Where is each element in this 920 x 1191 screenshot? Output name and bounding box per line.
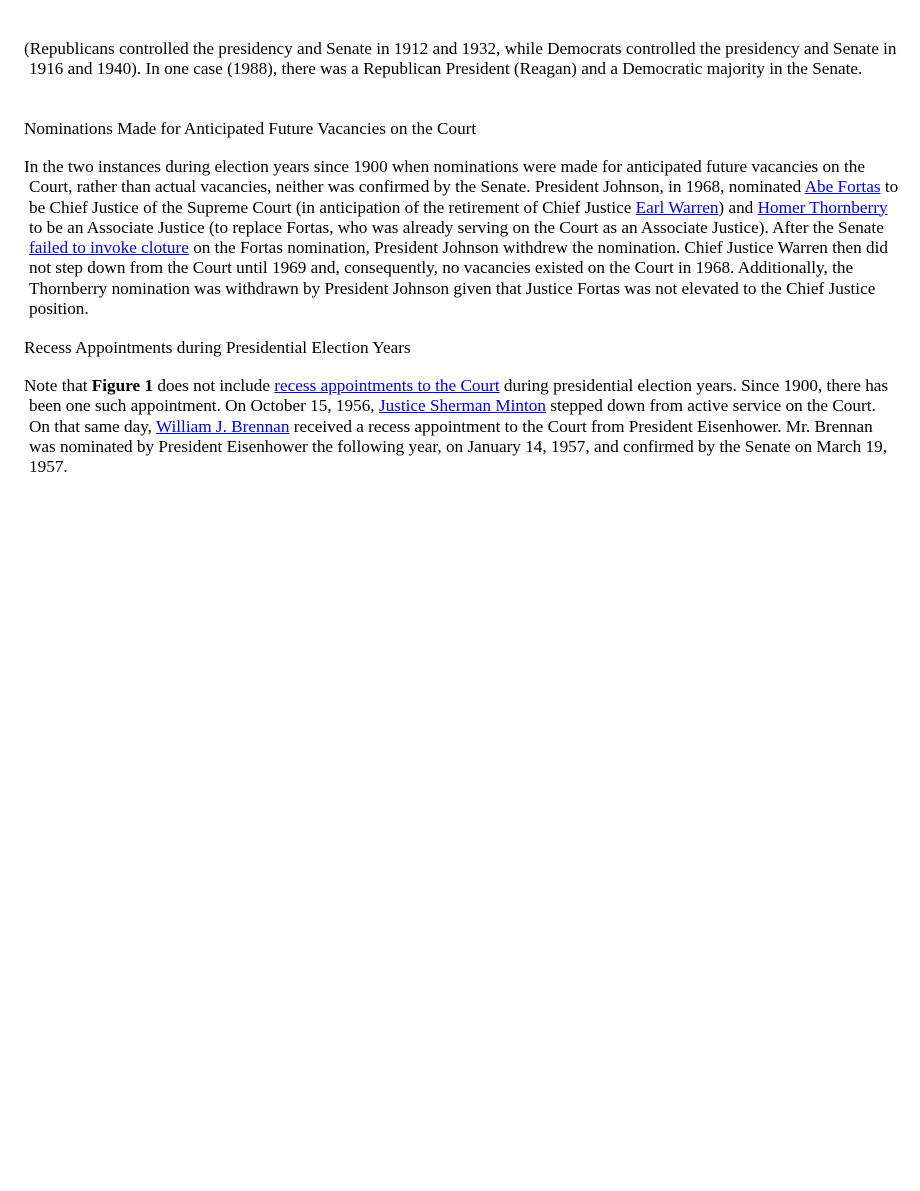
link-failed-to-invoke-cloture[interactable]: failed to invoke cloture xyxy=(29,238,189,258)
paragraph-anticipated-vacancies xyxy=(24,157,900,319)
paragraph-text: on the Fortas nomination, President Johnson withdrew the nomination. Chief Justice Warren then did not step down from the Court until 1969 and, consequently, no vacancies existed on the Court in 1968. Additionally, the Thornberry nomination was withdrawn by President Johnson given that Justice Fortas was not elevated to the Chief Justice position. xyxy=(29,238,888,319)
section-heading-anticipated-vacancies: Nominations Made for Anticipated Future Vacancies on the Court xyxy=(24,119,477,138)
link-recess-appointments[interactable]: recess appointments to the Court xyxy=(274,376,500,395)
link-william-j-brennan[interactable]: William J. Brennan xyxy=(155,416,290,436)
paragraph-party-control xyxy=(24,39,900,80)
section-heading-recess-appointments: Recess Appointments during Presidential Election Years xyxy=(24,338,411,357)
paragraph-text: In the two instances during election years since 1900 when nominations were made for anticipated future vacancies on the Court, rather than actual vacancies, neither was confirmed by the Senate. President Johnson, in 1968, nominated xyxy=(24,157,865,197)
link-justice-sherman-minton[interactable]: Justice Sherman Minton xyxy=(378,396,546,416)
link-abe-fortas[interactable]: Abe Fortas xyxy=(804,177,881,197)
paragraph-text: to be Chief Justice of the Supreme Court (in anticipation of the retirement of Chief Justice xyxy=(29,177,899,217)
figure-reference: Figure 1 xyxy=(91,376,154,395)
paragraph-text: to be an Associate Justice (to replace Fortas, who was already serving on the Court as an Associate Justice). After the Senate xyxy=(29,217,884,237)
paragraph-text: received a recess appointment to the Court from President Eisenhower. Mr. Brennan was nominated by President Eisenhower the following year, on January 14, 1957, and confirmed by the Senate on March 19, 1957. xyxy=(29,416,887,477)
paragraph-recess-appointments xyxy=(24,376,900,477)
paragraph-text: Note that xyxy=(24,376,92,395)
paragraph-text: does not include xyxy=(153,376,275,395)
link-homer-thornberry[interactable]: Homer Thornberry xyxy=(757,197,888,217)
paragraph-text: stepped down from active service on the Court. On that same day, xyxy=(29,396,876,436)
paragraph-text: (Republicans controlled the presidency and Senate in 1912 and 1932, while Democrats controlled the presidency and Senate in 1916 and 1940). In one case (1988), there was a Republican President (Reagan) and a Democratic majority in the Senate. xyxy=(24,39,897,79)
link-earl-warren[interactable]: Earl Warren xyxy=(635,197,719,217)
paragraph-text: during presidential election years. Since 1900, there has been one such appointment. On October 15, 1956, xyxy=(29,376,889,416)
paragraph-text: ) and xyxy=(718,197,758,217)
